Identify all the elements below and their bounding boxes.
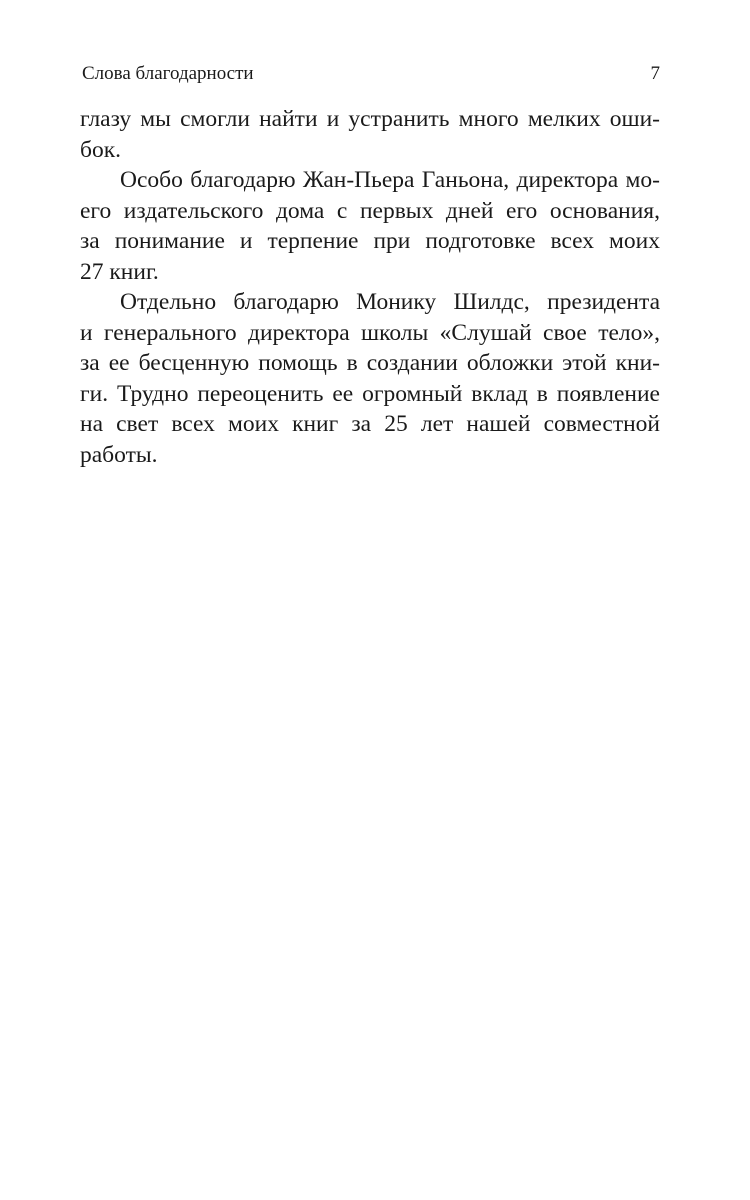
- text-line: Особо благодарю Жан-Пьера Ганьона, директора мо-: [120, 167, 660, 193]
- section-title: Слова благодарности: [82, 63, 254, 84]
- text-line: на свет всех моих книг за 25 лет нашей совместной: [80, 411, 660, 437]
- running-header: [82, 60, 660, 88]
- text-line: ги. Трудно переоценить ее огромный вклад в появление: [80, 380, 660, 407]
- paragraph-publisher-thanks: [80, 165, 660, 287]
- text-line: за ее бесценную помощь в создании обложки этой кни-: [80, 350, 660, 376]
- paragraph-proofreading: [80, 104, 660, 165]
- text-line: его издательского дома с первых дней его основания,: [80, 197, 660, 224]
- text-line: бок.: [80, 136, 121, 163]
- text-line: глазу мы смогли найти и устранить много мелких оши-: [80, 106, 660, 132]
- text-line: 27 книг.: [80, 258, 159, 285]
- text-line: и генерального директора школы «Слушай свое тело»,: [80, 319, 660, 346]
- text-line: работы.: [80, 441, 158, 468]
- text-line: Отдельно благодарю Монику Шилдс, президента: [120, 289, 660, 315]
- body-text: [80, 104, 660, 470]
- page-number: 7: [650, 63, 660, 84]
- paragraph-president-thanks: [80, 287, 660, 470]
- text-line: за понимание и терпение при подготовке всех моих: [80, 228, 660, 254]
